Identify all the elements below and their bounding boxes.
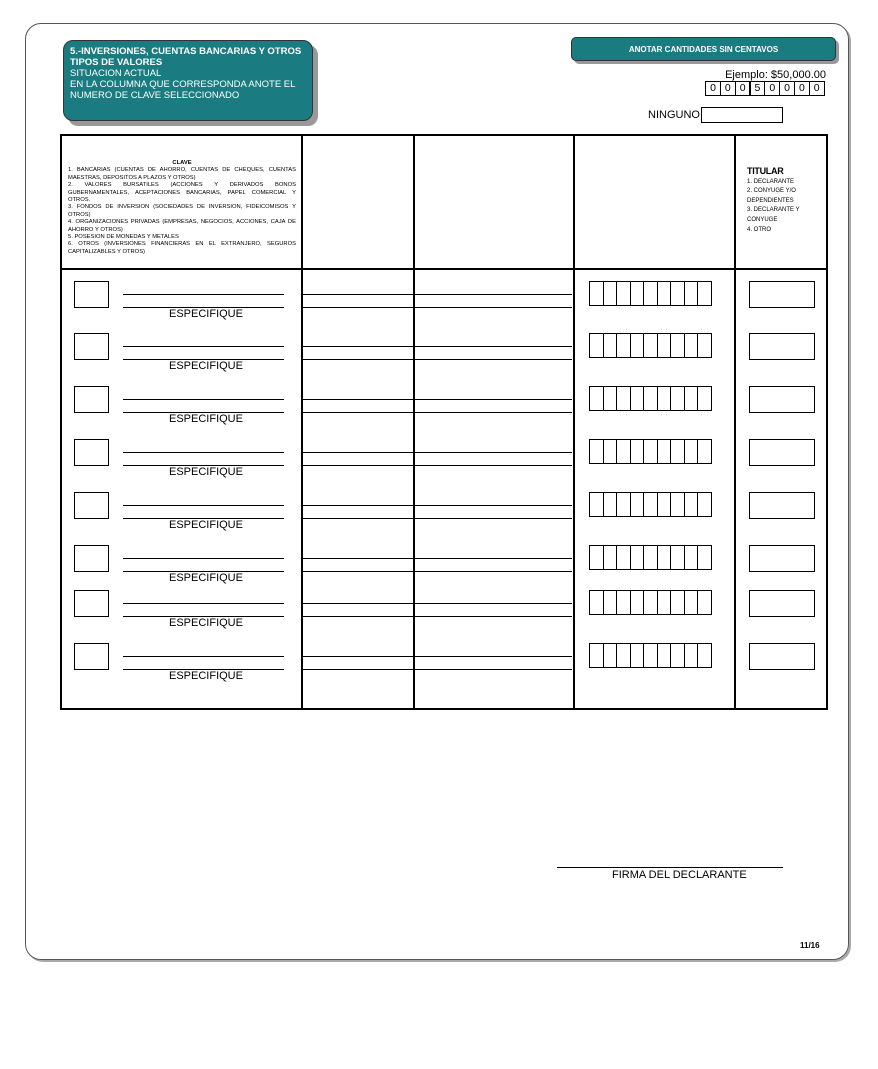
amount-digit-boxes[interactable]: [589, 643, 711, 668]
amount-digit-box[interactable]: [697, 333, 712, 358]
row-line-upper[interactable]: [302, 294, 572, 295]
especifique-label: ESPECIFIQUE: [169, 572, 243, 584]
amount-digit-boxes[interactable]: [589, 492, 711, 517]
clave-input-box[interactable]: [74, 643, 109, 670]
row-line-upper[interactable]: [302, 399, 572, 400]
signature-label: FIRMA DEL DECLARANTE: [612, 869, 747, 881]
titular-input-box[interactable]: [749, 333, 815, 360]
row-line-upper[interactable]: [302, 603, 572, 604]
example-digit: 0: [809, 81, 825, 96]
especifique-line-upper[interactable]: [123, 346, 284, 347]
header-divider: [62, 268, 826, 270]
especifique-label: ESPECIFIQUE: [169, 519, 243, 531]
page-number: 11/16: [800, 941, 820, 950]
clave-input-box[interactable]: [74, 439, 109, 466]
clave-legend: [68, 160, 296, 256]
clave-input-box[interactable]: [74, 333, 109, 360]
especifique-label: ESPECIFIQUE: [169, 308, 243, 320]
amount-digit-boxes[interactable]: [589, 590, 711, 615]
row-line-upper[interactable]: [302, 346, 572, 347]
titular-input-box[interactable]: [749, 386, 815, 413]
titular-item: 1. DECLARANTE: [747, 178, 795, 185]
clave-title: CLAVE: [172, 160, 192, 166]
amount-digit-box[interactable]: [697, 439, 712, 464]
example-digit: 0: [794, 81, 810, 96]
especifique-line-upper[interactable]: [123, 558, 284, 559]
amount-digit-boxes[interactable]: [589, 333, 711, 358]
row-line-lower[interactable]: [302, 412, 572, 413]
section-instruction: EN LA COLUMNA QUE CORRESPONDA ANOTE EL NUMERO DE CLAVE SELECCIONADO: [70, 79, 296, 101]
especifique-line-upper[interactable]: [123, 399, 284, 400]
ninguno-label: NINGUNO: [648, 109, 700, 121]
ninguno-checkbox[interactable]: [701, 107, 783, 123]
titular-legend: [747, 167, 827, 235]
signature-line[interactable]: [557, 867, 783, 868]
titular-item: 2. CONYUGE Y/O DEPENDIENTES: [747, 188, 796, 204]
clave-item: 2. VALORES BURSATILES (ACCIONES Y DERIVADOS BONOS GUBERNAMENTALES, ACEPTACIONES BANCARIAS, PAPEL COMERCIAL Y OTROS.: [68, 182, 296, 204]
row-line-lower[interactable]: [302, 669, 572, 670]
row-line-upper[interactable]: [302, 505, 572, 506]
example-digit: 0: [705, 81, 721, 96]
titular-item: 4. OTRO: [747, 226, 772, 233]
especifique-label: ESPECIFIQUE: [169, 466, 243, 478]
especifique-label: ESPECIFIQUE: [169, 360, 243, 372]
amount-digit-box[interactable]: [697, 281, 712, 306]
example-label: Ejemplo: $50,000.00: [725, 69, 826, 81]
amount-digit-box[interactable]: [697, 643, 712, 668]
row-line-lower[interactable]: [302, 307, 572, 308]
row-line-upper[interactable]: [302, 656, 572, 657]
amount-digit-box[interactable]: [697, 386, 712, 411]
titular-title: TITULAR: [747, 166, 784, 176]
especifique-line-upper[interactable]: [123, 452, 284, 453]
clave-item: 6. OTROS (INVERSIONES FINANCIERAS EN EL EXTRANJERO, SEGUROS CAPITALIZABLES Y OTROS): [68, 241, 296, 255]
clave-input-box[interactable]: [74, 590, 109, 617]
clave-input-box[interactable]: [74, 281, 109, 308]
example-digit: 5: [749, 81, 765, 96]
especifique-line-upper[interactable]: [123, 294, 284, 295]
especifique-line-upper[interactable]: [123, 505, 284, 506]
especifique-line-upper[interactable]: [123, 656, 284, 657]
amount-digit-box[interactable]: [697, 590, 712, 615]
row-line-upper[interactable]: [302, 452, 572, 453]
amount-digit-box[interactable]: [697, 545, 712, 570]
section-header: [63, 40, 313, 121]
clave-item: 1. BANCARIAS (CUENTAS DE AHORRO, CUENTAS DE CHEQUES, CUENTAS MAESTRAS, DEPOSITOS A PLAZOS Y OTROS): [68, 167, 296, 181]
row-line-upper[interactable]: [302, 558, 572, 559]
example-digits: [705, 81, 824, 96]
titular-input-box[interactable]: [749, 545, 815, 572]
column-divider: [573, 136, 575, 708]
row-line-lower[interactable]: [302, 359, 572, 360]
amount-digit-boxes[interactable]: [589, 281, 711, 306]
clave-item: 3. FONDOS DE INVERSION (SOCIEDADES DE INVERSION, FIDEICOMISOS Y OTROS): [68, 204, 296, 218]
clave-input-box[interactable]: [74, 386, 109, 413]
clave-input-box[interactable]: [74, 545, 109, 572]
amount-digit-box[interactable]: [697, 492, 712, 517]
titular-input-box[interactable]: [749, 492, 815, 519]
especifique-label: ESPECIFIQUE: [169, 670, 243, 682]
row-line-lower[interactable]: [302, 616, 572, 617]
example-digit: 0: [720, 81, 736, 96]
clave-input-box[interactable]: [74, 492, 109, 519]
titular-input-box[interactable]: [749, 590, 815, 617]
example-digit: 0: [779, 81, 795, 96]
column-divider: [413, 136, 415, 708]
especifique-label: ESPECIFIQUE: [169, 413, 243, 425]
especifique-label: ESPECIFIQUE: [169, 617, 243, 629]
example-digit: 0: [764, 81, 780, 96]
titular-input-box[interactable]: [749, 439, 815, 466]
amount-digit-boxes[interactable]: [589, 545, 711, 570]
example-digit: 0: [735, 81, 751, 96]
column-divider: [734, 136, 736, 708]
clave-item: 5. POSESION DE MONEDAS Y METALES: [68, 234, 179, 241]
row-line-lower[interactable]: [302, 518, 572, 519]
especifique-line-upper[interactable]: [123, 603, 284, 604]
titular-input-box[interactable]: [749, 281, 815, 308]
row-line-lower[interactable]: [302, 465, 572, 466]
section-title: 5.-INVERSIONES, CUENTAS BANCARIAS Y OTROS TIPOS DE VALORES: [70, 46, 302, 68]
anotar-banner: ANOTAR CANTIDADES SIN CENTAVOS: [571, 37, 836, 61]
column-divider: [301, 136, 303, 708]
section-subtitle: SITUACION ACTUAL: [70, 68, 162, 79]
clave-item: 4. ORGANIZACIONES PRIVADAS (EMPRESAS, NEGOCIOS, ACCIONES, CAJA DE AHORRO Y OTROS): [68, 219, 296, 233]
amount-digit-boxes[interactable]: [589, 439, 711, 464]
amount-digit-boxes[interactable]: [589, 386, 711, 411]
row-line-lower[interactable]: [302, 571, 572, 572]
titular-item: 3. DECLARANTE Y CONYUGE: [747, 207, 800, 223]
titular-input-box[interactable]: [749, 643, 815, 670]
